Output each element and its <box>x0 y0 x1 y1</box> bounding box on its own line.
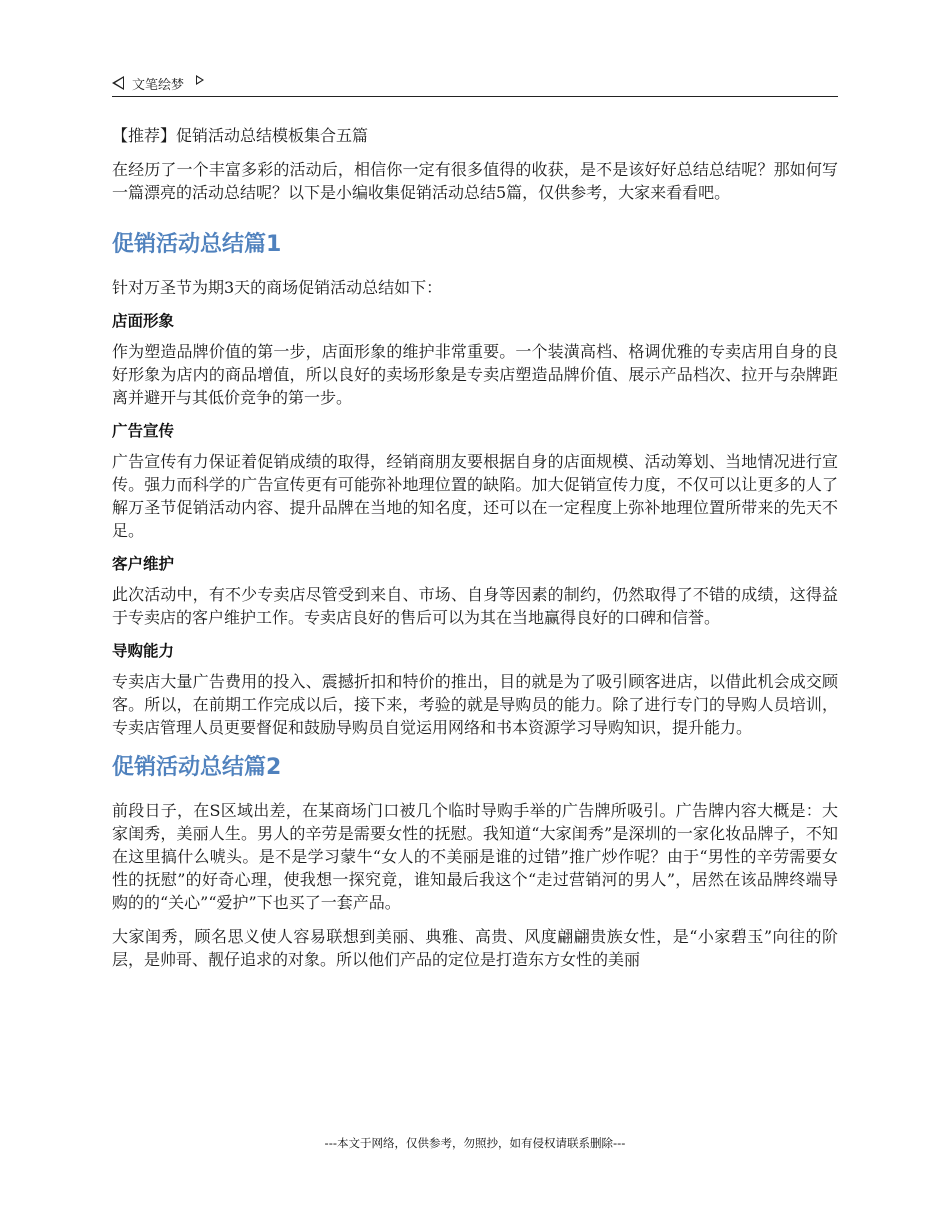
subheading-advertising: 广告宣传 <box>112 422 175 440</box>
subheading-customer-care: 客户维护 <box>112 555 175 573</box>
paragraph-store-image: 作为塑造品牌价值的第一步，店面形象的维护非常重要。一个装潢高档、格调优雅的专卖店用自身的良好形象为店内的商品增值，所以良好的卖场形象是专卖店塑造品牌价值、展示产品档次、拉开与杂牌距离并避开与其低价竞争的第一步。 <box>112 342 838 407</box>
brand-label: 文笔绘梦 <box>132 77 185 93</box>
section-2-paragraph-1: 前段日子，在S区域出差，在某商场门口被几个临时导购手举的广告牌所吸引。广告牌内容大概是：大家闺秀，美丽人生。男人的辛劳是需要女性的抚慰。我知道“大家闺秀”是深圳的一家化妆品牌子，不知在这里搞什么唬头。是不是学习蒙牛“女人的不美丽是谁的过错”推广炒作呢？由于“男性的辛劳需要女性的抚慰”的好奇心理，使我想一探究竟，谁知最后我这个“走过营销河的男人”，居然在该品牌终端导购的的“关心”“爱护”下也买了一套产品。 <box>112 801 838 912</box>
document-title: 【推荐】促销活动总结模板集合五篇 <box>112 126 369 145</box>
document-page <box>112 0 838 1230</box>
section-1-heading: 促销活动总结篇1 <box>112 232 282 257</box>
subheading-store-image: 店面形象 <box>112 312 175 330</box>
triangle-right-icon <box>196 75 204 85</box>
paragraph-customer-care: 此次活动中，有不少专卖店尽管受到来自、市场、自身等因素的制约，仍然取得了不错的成绩，这得益于专卖店的客户维护工作。专卖店良好的售后可以为其在当地赢得良好的口碑和信誉。 <box>112 585 838 627</box>
page-footer: ---本文于网络，仅供参考，勿照抄，如有侵权请联系删除--- <box>324 1136 626 1150</box>
paragraph-advertising: 广告宣传有力保证着促销成绩的取得，经销商朋友要根据自身的店面规模、活动筹划、当地情况进行宣传。强力而科学的广告宣传更有可能弥补地理位置的缺陷。加大促销宣传力度，不仅可以让更多的人了解万圣节促销活动内容、提升品牌在当地的知名度，还可以在一定程度上弥补地理位置所带来的先天不足。 <box>112 452 838 540</box>
intro-paragraph: 在经历了一个丰富多彩的活动后，相信你一定有很多值得的收获，是不是该好好总结总结呢？那如何写一篇漂亮的活动总结呢？以下是小编收集促销活动总结5篇，仅供参考，大家来看看吧。 <box>112 160 838 202</box>
triangle-left-icon <box>112 76 124 90</box>
section-2-paragraph-2: 大家闺秀，顾名思义使人容易联想到美丽、典雅、高贵、风度翩翩贵族女性，是“小家碧玉”向往的阶层，是帅哥、靓仔追求的对象。所以他们产品的定位是打造东方女性的美丽 <box>112 927 838 969</box>
section-2-heading: 促销活动总结篇2 <box>112 755 282 780</box>
subheading-sales-guide: 导购能力 <box>112 642 175 660</box>
paragraph-sales-guide: 专卖店大量广告费用的投入、震撼折扣和特价的推出，目的就是为了吸引顾客进店，以借此机会成交顾客。所以，在前期工作完成以后，接下来，考验的就是导购员的能力。除了进行专门的导购人员培训，专卖店管理人员更要督促和鼓励导购员自觉运用网络和书本资源学习导购知识，提升能力。 <box>112 672 838 737</box>
document-body <box>112 124 838 982</box>
section-1-lead: 针对万圣节为期3天的商场促销活动总结如下： <box>112 278 443 297</box>
page-header <box>112 70 838 97</box>
